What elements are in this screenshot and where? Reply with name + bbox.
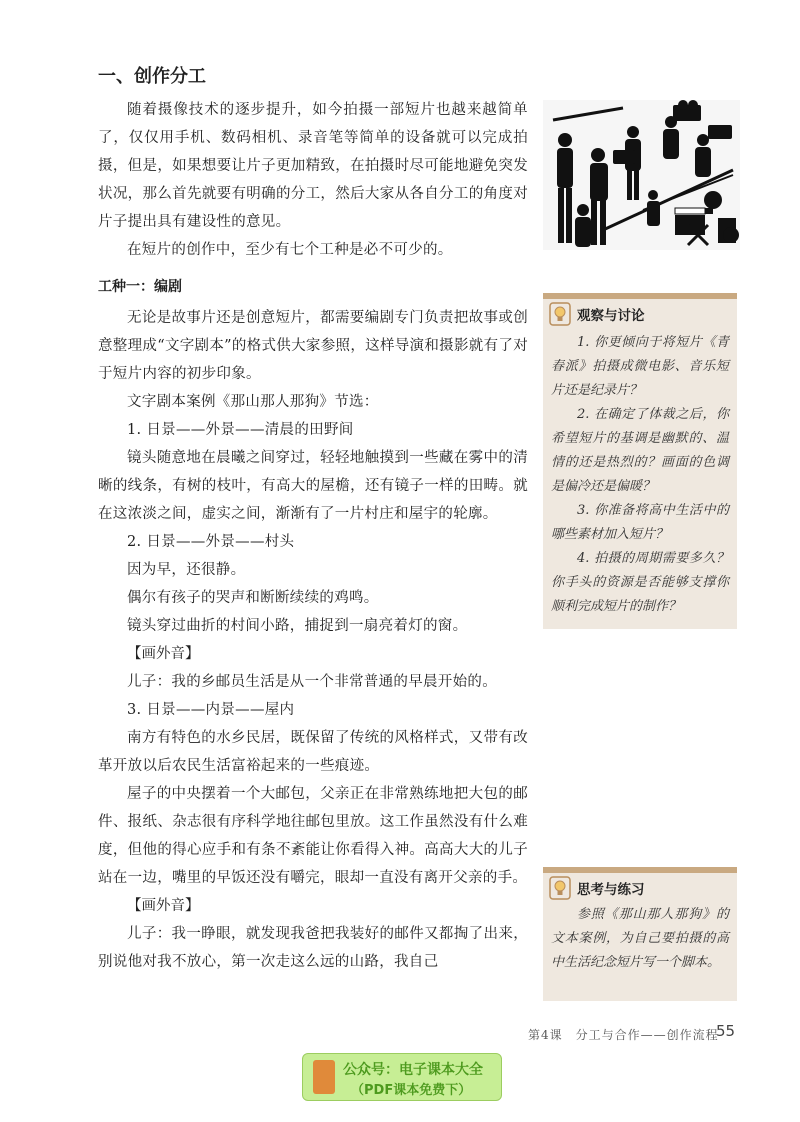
voice-over-label: 【画外音】 [127, 646, 200, 662]
scene-description-3b: 屋子的中央摆着一个大邮包，父亲正在非常熟练地把大包的邮件、报纸、杂志很有序科学地往邮包里放。这工作虽然没有什么难度，但他的得心应手和有条不紊能让你看得入神。高高大大的儿子站在一边，嘴里的早饭还没有嚼完，眼却一直没有离开父亲的手。 [98, 786, 528, 886]
lesson-footer: 第4课 分工与合作——创作流程 [528, 1028, 719, 1042]
exercise-text: 参照《那山那人那狗》的文本案例，为自己要拍摄的高中生活纪念短片写一个脚本。 [551, 907, 729, 970]
dialogue-line: 儿子：我的乡邮员生活是从一个非常普通的早晨开始的。 [127, 674, 497, 690]
scene-line: 镜头穿过曲折的村间小路，捕捉到一扇亮着灯的窗。 [127, 618, 468, 634]
book-icon [313, 1060, 335, 1094]
box-header [543, 873, 737, 903]
box-body [543, 903, 737, 975]
subheading-screenwriter: 工种一：编剧 [98, 279, 182, 295]
discussion-question-2: 2. 在确定了体裁之后，你希望短片的基调是幽默的、温情的还是热烈的？画面的色调是偏冷还是偏暖？ [551, 407, 729, 494]
banner-line-2: （PDF课本免费下） [351, 1083, 472, 1098]
script-intro: 文字剧本案例《那山那人那狗》节选： [127, 394, 379, 410]
main-text-column [98, 62, 528, 976]
discussion-question-4: 4. 拍摄的周期需要多久？你手头的资源是否能够支撑你顺利完成短片的制作？ [551, 551, 729, 614]
discussion-question-1: 1. 你更倾向于将短片《青春派》拍摄成微电影、音乐短片还是纪录片？ [551, 335, 729, 398]
body-paragraph: 无论是故事片还是创意短片，都需要编剧专门负责把故事或创意整理成“文字剧本”的格式供大家参照，这样导演和摄影就有了对于短片内容的初步印象。 [98, 310, 528, 382]
section-title: 一、创作分工 [98, 66, 206, 87]
page-number: 55 [716, 1022, 736, 1040]
discussion-question-3: 3. 你准备将高中生活中的哪些素材加入短片？ [551, 503, 729, 542]
box-title: 观察与讨论 [577, 308, 645, 324]
scene-description-3a: 南方有特色的水乡民居，既保留了传统的风格样式，又带有改革开放以后农民生活富裕起来的一些痕迹。 [98, 730, 528, 774]
banner-line-1: 公众号：电子课本大全 [343, 1062, 483, 1078]
scene-heading-1: 1. 日景——外景——清晨的田野间 [127, 422, 354, 438]
lightbulb-icon [549, 876, 571, 900]
film-crew-illustration [543, 100, 740, 250]
box-header [543, 299, 737, 329]
watermark-banner [302, 1053, 502, 1101]
scene-heading-2: 2. 日景——外景——村头 [127, 534, 295, 550]
box-body [543, 329, 737, 619]
intro-paragraph-1: 随着摄像技术的逐步提升，如今拍摄一部短片也越来越简单了，仅仅用手机、数码相机、录音笔等简单的设备就可以完成拍摄，但是，如果想要让片子更加精致，在拍摄时尽可能地避免突发状况，那么首先就要有明确的分工，然后大家从各自分工的角度对片子提出具有建设性的意见。 [98, 102, 528, 230]
dialogue-line: 儿子：我一睁眼，就发现我爸把我装好的邮件又都掏了出来，别说他对我不放心，第一次走这么远的山路，我自己 [98, 926, 528, 970]
box-title: 思考与练习 [577, 882, 645, 898]
intro-paragraph-2: 在短片的创作中，至少有七个工种是必不可少的。 [127, 242, 453, 258]
voice-over-label: 【画外音】 [127, 898, 200, 914]
lightbulb-icon [549, 302, 571, 326]
scene-description-1: 镜头随意地在晨曦之间穿过，轻轻地触摸到一些藏在雾中的清晰的线条，有树的枝叶，有高大的屋檐，还有镜子一样的田畴。就在这浓淡之间，虚实之间，渐渐有了一片村庄和屋宇的轮廓。 [98, 450, 528, 522]
scene-line: 偶尔有孩子的哭声和断断续续的鸡鸣。 [127, 590, 379, 606]
scene-line: 因为早，还很静。 [127, 562, 246, 578]
scene-heading-3: 3. 日景——内景——屋内 [127, 702, 295, 718]
observe-discuss-box [543, 293, 737, 629]
think-practice-box [543, 867, 737, 1001]
